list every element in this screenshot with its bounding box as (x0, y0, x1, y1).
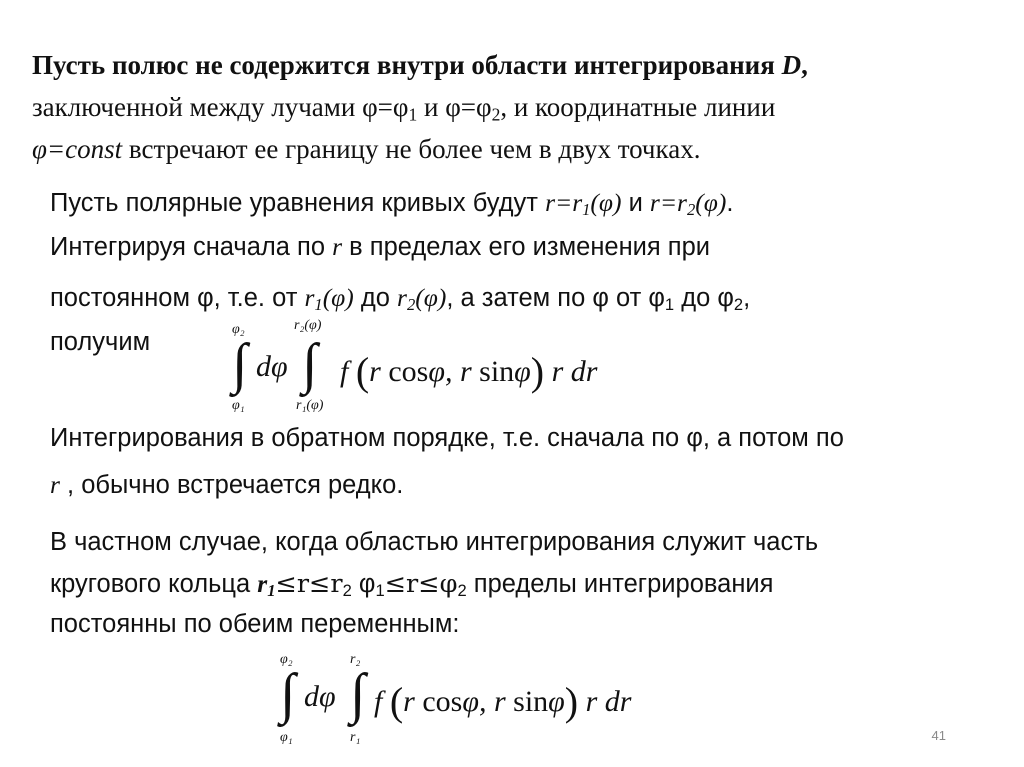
para2-line3-e: , (743, 284, 751, 312)
paren-close: ) (530, 349, 545, 394)
r2: r (397, 283, 407, 312)
para4-line1: В частном случае, когда областью интегрирования служит часть (50, 528, 819, 556)
inner-upper-limit: r₂ (350, 652, 361, 667)
r-dr: r dr (585, 685, 632, 718)
para2-line2 (50, 232, 710, 262)
para3-line2-rest: , обычно встречается редко. (59, 471, 404, 499)
phi: φ, (462, 685, 487, 718)
para3-line2 (50, 470, 403, 500)
r1-sub: 1 (314, 295, 323, 315)
para2-line1 (50, 188, 733, 218)
phi2-sub: 2 (457, 581, 467, 601)
phi: φ, (428, 355, 453, 388)
para1-line2 (32, 92, 775, 123)
formula-2 (278, 650, 698, 750)
r1: r (304, 283, 315, 312)
phi1-sub: 1 (375, 581, 385, 601)
integrand (340, 348, 597, 395)
para2-line3 (50, 283, 750, 313)
para2-line2-a: Интегрируя сначала по (50, 233, 333, 261)
outer-integral-sign: ∫ (232, 333, 248, 395)
d-phi: dφ (256, 350, 288, 383)
para2-line3-b: до (353, 284, 398, 312)
sin: sin (513, 685, 549, 718)
phi: φ (548, 685, 565, 718)
para1-line1-text: Пусть полюс не содержится внутри области интегрирования (32, 50, 782, 80)
phi1: φ (351, 570, 376, 598)
para4-line3: постоянны по обеим переменным: (50, 610, 460, 638)
phi2-sub: 2 (733, 295, 744, 315)
eq-r-r1: r=r (545, 188, 583, 217)
cos: cos (388, 355, 429, 388)
para3-line1: Интегрирования в обратном порядке, т.е. сначала по φ, а потом по (50, 424, 844, 452)
var-r: r (459, 355, 472, 388)
paren-open: ( (355, 349, 370, 394)
var-r: r (403, 685, 415, 718)
inner-integral-sign: ∫ (302, 333, 318, 395)
r2-sub: 2 (406, 295, 416, 315)
para2-line2-b: в пределах его изменения при (342, 233, 711, 261)
r-dr: r dr (551, 355, 598, 388)
func-f: f (374, 685, 383, 718)
para1-line1 (32, 50, 808, 81)
para2-line3-c: , а затем по φ от φ (446, 284, 665, 312)
eq1-sub: 1 (582, 200, 591, 220)
para2-line3-d: до φ (674, 284, 734, 312)
para2-line3-a: постоянном φ, т.е. от (50, 284, 305, 312)
r2-arg: (φ) (415, 283, 447, 312)
outer-upper-limit: φ₂ (232, 322, 245, 337)
var-r: r (493, 685, 506, 718)
sub-2: 2 (491, 104, 501, 125)
para2-line1-a: Пусть полярные уравнения кривых будут (50, 189, 546, 217)
outer-lower-limit: φ₁ (232, 398, 245, 413)
page-number: 41 (931, 728, 946, 743)
para1-line2-a: заключенной между лучами φ=φ (32, 92, 409, 122)
para1-line3 (32, 134, 700, 165)
phi: φ (514, 355, 531, 388)
r2-sub: 2 (342, 581, 352, 601)
sub-1: 1 (408, 104, 418, 125)
para1-line2-c: , и координатные линии (500, 92, 776, 122)
r1-bold-sub: 1 (267, 581, 276, 601)
sin: sin (479, 355, 515, 388)
para1-line2-b: и φ=φ (417, 92, 492, 122)
d-phi: dφ (304, 680, 336, 713)
var-r: r (369, 355, 381, 388)
outer-upper-limit: φ₂ (280, 652, 293, 667)
outer-lower-limit: φ₁ (280, 730, 293, 745)
para4-line2 (50, 569, 773, 599)
phi1-sub: 1 (664, 295, 675, 315)
eq1-arg: (φ) (590, 188, 622, 217)
para4-line2-e: пределы интегрирования (466, 570, 774, 598)
inner-lower-limit: r₁ (350, 730, 361, 745)
para2-line1-end: . (726, 189, 734, 217)
paren-close: ) (564, 679, 579, 724)
ineq-r: ≤r≤r (275, 569, 343, 599)
var-r: r (332, 232, 343, 261)
formula-1 (228, 318, 648, 418)
integrand (374, 678, 631, 725)
para2-line1-mid: и (621, 189, 650, 217)
eq2-arg: (φ) (695, 188, 727, 217)
cos: cos (422, 685, 463, 718)
outer-integral-sign: ∫ (280, 663, 296, 725)
para1-line3-rest: встречают ее границу не более чем в двух точках. (122, 134, 701, 164)
var-r: r (50, 470, 60, 499)
region-D: D (781, 50, 802, 80)
para2-line4: получим (50, 328, 151, 356)
eq2-sub: 2 (686, 200, 696, 220)
inner-lower-limit: r₁(φ) (296, 398, 324, 413)
inner-integral-sign: ∫ (350, 663, 366, 725)
ineq-phi: ≤r≤φ (384, 569, 458, 599)
r1-arg: (φ) (322, 283, 354, 312)
eq-r-r2: r=r (649, 188, 687, 217)
inner-upper-limit: r₂(φ) (294, 318, 322, 333)
func-f: f (340, 355, 349, 388)
para1-line1-end: , (801, 50, 808, 80)
r1-bold: r (257, 569, 268, 598)
paren-open: ( (389, 679, 404, 724)
para4-line2-a: кругового кольца (50, 570, 258, 598)
phi-const: φ=const (32, 134, 123, 164)
